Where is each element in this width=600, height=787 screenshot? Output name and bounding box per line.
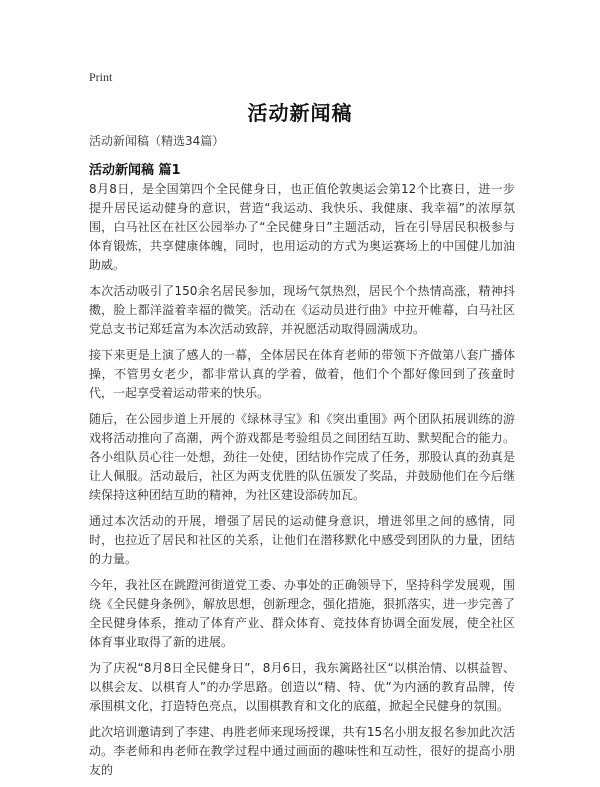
paragraph: 今年，我社区在跳蹬河街道党工委、办事处的正确领导下，坚持科学发展观，围绕《全民健身条例》，解放思想，创新理念，强化措施，狠抓落实，进一步完善了全民健身体系，推动了体育产业、群众体育、竞技体育协调全面发展，使全社区体育事业取得了新的进展。 (89, 578, 516, 649)
document-subtitle: 活动新闻稿（精选34篇） (89, 134, 225, 148)
paragraph: 本次活动吸引了150余名居民参加，现场气氛热烈，居民个个热情高涨，精神抖擞，脸上都洋溢着幸福的微笑。活动在《运动员进行曲》中拉开帷幕，白马社区党总支书记郑廷富为本次活动致辞，并祝愿活动取得圆满成功。 (89, 284, 515, 336)
paragraph: 此次培训邀请到了李建、冉胜老师来现场授课，共有15名小朋友报名参加此次活动。李老师和冉老师在教学过程中通过画面的趣味性和互动性，很好的提高小朋友的 (89, 725, 515, 777)
paragraph: 通过本次活动的开展，增强了居民的运动健身意识，增进邻里之间的感情，同时，也拉近了居民和社区的关系，让他们在潜移默化中感受到团队的力量，团结的力量。 (89, 514, 515, 566)
section-heading: 活动新闻稿 篇1 (89, 163, 181, 178)
page-title: 活动新闻稿 (247, 101, 353, 125)
paragraph: 8月8日，是全国第四个全民健身日，也正值伦敦奥运会第12个比赛日，进一步提升居民运动健身的意识，营造“我运动、我快乐、我健康、我幸福”的浓厚氛围，白马社区在社区公园举办了“全民健身日”主题活动，旨在引导居民积极参与体育锻炼，共享健康体魄，同时，也用运动的方式为奥运赛场上的中国健儿加油助威。 (89, 182, 515, 272)
paragraph: 接下来更是上演了感人的一幕，全体居民在体育老师的带领下齐做第八套广播体操，不管男女老少，都非常认真的学着，做着，他们个个都好像回到了孩童时代，一起享受着运动带来的快乐。 (89, 348, 515, 400)
paragraph: 为了庆祝“8月8日全民健身日”，8月6日，我东篱路社区“以棋治情、以棋益智、以棋会友、以棋育人”的办学思路。创造以“精、特、优”为内涵的教育品牌，传承围棋文化，打造特色亮点，以围棋教育和文化的底蕴，掀起全民健身的氛围。 (89, 661, 515, 713)
paragraph: 随后，在公园步道上开展的《绿林寻宝》和《突出重围》两个团队拓展训练的游戏将活动推向了高潮，两个游戏都是考验组员之间团结互助、默契配合的能力。各小组队员心往一处想，劲往一处使，团结协作完成了任务，那股认真的劲真是让人佩服。活动最后，社区为两支优胜的队伍颁发了奖品，并鼓励他们在今后继续保持这种团结互助的精神，为社区建设添砖加瓦。 (89, 412, 515, 502)
print-label[interactable]: Print (89, 70, 113, 84)
article-body (89, 180, 515, 787)
